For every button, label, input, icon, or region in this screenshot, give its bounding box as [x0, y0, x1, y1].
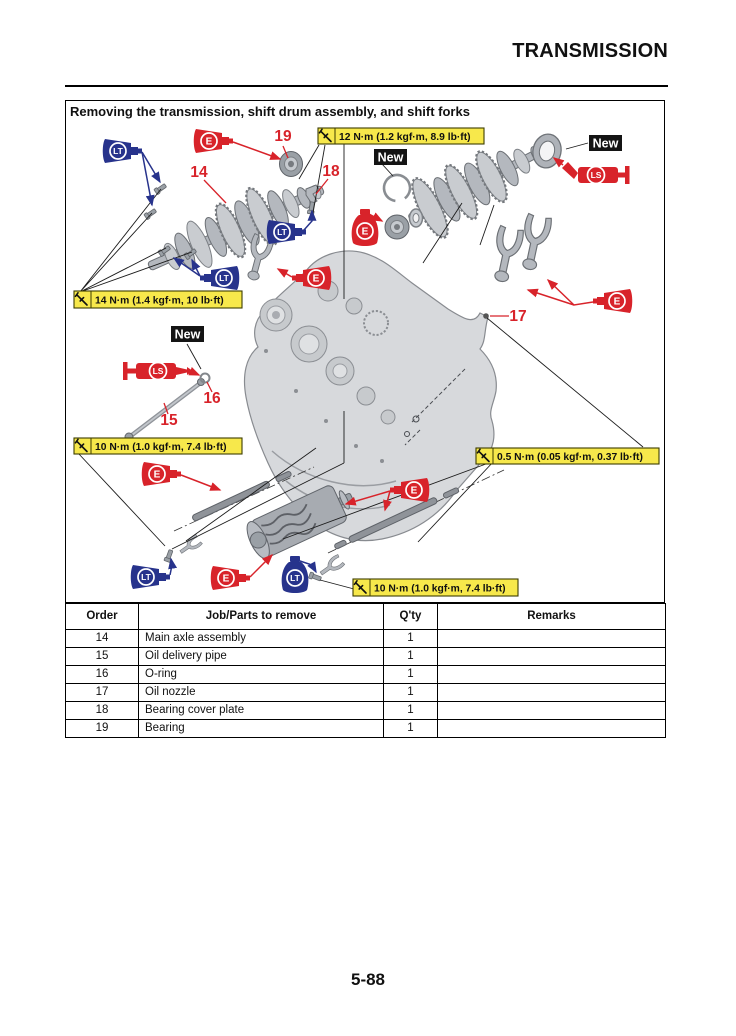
- lithium-grease-icon: [123, 362, 193, 380]
- shift-fork-right-1: [488, 225, 524, 284]
- svg-text:E: E: [410, 485, 418, 497]
- col-header-qty: Q'ty: [384, 604, 438, 630]
- shift-fork-arm-2: [317, 554, 345, 579]
- new-label: [171, 326, 204, 342]
- engine-oil-icon: [142, 462, 181, 486]
- engine-oil-icon: [352, 209, 379, 246]
- svg-text:LT: LT: [277, 227, 287, 237]
- page-number: 5-88: [350, 970, 386, 989]
- svg-text:LT: LT: [219, 273, 229, 283]
- shift-fork-arm-1: [177, 534, 203, 557]
- callout-19: 19: [274, 128, 292, 145]
- svg-text:LT: LT: [141, 572, 151, 582]
- col-header-order: Order: [66, 604, 139, 630]
- new-label: [374, 149, 407, 165]
- cell-job: Oil nozzle: [139, 684, 384, 702]
- cell-order: 16: [66, 666, 139, 684]
- cell-job: O-ring: [139, 666, 384, 684]
- svg-text:LT: LT: [290, 573, 300, 583]
- torque-spec-upper: [318, 128, 484, 144]
- callout-18: 18: [322, 163, 340, 180]
- col-header-job: Job/Parts to remove: [139, 604, 384, 630]
- cell-qty: 1: [384, 684, 438, 702]
- cell-order: 19: [66, 720, 139, 738]
- svg-text:E: E: [153, 469, 161, 481]
- cell-job: Oil delivery pipe: [139, 648, 384, 666]
- callout-17: 17: [509, 308, 527, 325]
- bearing: [280, 152, 303, 177]
- svg-text:LS: LS: [152, 366, 164, 376]
- cell-job: Main axle assembly: [139, 630, 384, 648]
- svg-text:New: New: [174, 327, 201, 342]
- torque-spec-oil-nozzle: [476, 448, 659, 464]
- new-label: [589, 135, 622, 151]
- callout-14: 14: [190, 164, 208, 181]
- svg-text:E: E: [222, 573, 230, 585]
- svg-text:E: E: [205, 136, 213, 148]
- cell-order: 18: [66, 702, 139, 720]
- o-ring: [201, 374, 210, 383]
- cell-job: Bearing: [139, 720, 384, 738]
- loctite-icon: [103, 139, 142, 163]
- cell-remarks: [438, 648, 666, 666]
- svg-text:LS: LS: [590, 170, 602, 180]
- table-row: [66, 684, 666, 702]
- svg-text:E: E: [312, 273, 320, 285]
- table-row: [66, 720, 666, 738]
- loctite-icon: [200, 266, 239, 290]
- engine-oil-icon: [593, 289, 632, 313]
- figure-title: Removing the transmission, shift drum assembly, and shift forks: [70, 104, 470, 119]
- svg-text:E: E: [361, 226, 369, 238]
- svg-text:10 N·m (1.0 kgf·m, 7.4 lb·ft): 10 N·m (1.0 kgf·m, 7.4 lb·ft): [374, 583, 506, 595]
- lithium-grease-icon: [562, 162, 630, 184]
- callout-15: 15: [160, 412, 178, 429]
- cell-qty: 1: [384, 630, 438, 648]
- cell-remarks: [438, 684, 666, 702]
- svg-text:New: New: [377, 150, 404, 165]
- washer: [410, 209, 423, 227]
- cell-order: 15: [66, 648, 139, 666]
- figure-box: [65, 100, 665, 603]
- svg-text:0.5 N·m (0.05 kgf·m, 0.37 lb·f: 0.5 N·m (0.05 kgf·m, 0.37 lb·ft): [497, 452, 643, 463]
- cell-qty: 1: [384, 666, 438, 684]
- svg-text:New: New: [592, 136, 619, 151]
- svg-text:E: E: [613, 296, 621, 308]
- cell-qty: 1: [384, 702, 438, 720]
- table-row: [66, 630, 666, 648]
- bearing-2: [385, 215, 409, 239]
- cell-qty: 1: [384, 648, 438, 666]
- transmission-diagram: [66, 101, 663, 601]
- page-title: TRANSMISSION: [512, 40, 668, 62]
- engine-oil-icon: [194, 129, 233, 153]
- parts-table: [65, 603, 666, 738]
- svg-text:12 N·m (1.2 kgf·m, 8.9 lb·ft): 12 N·m (1.2 kgf·m, 8.9 lb·ft): [339, 132, 471, 143]
- table-header-row: [66, 604, 666, 630]
- oil-delivery-pipe: [125, 379, 205, 442]
- cell-job: Bearing cover plate: [139, 702, 384, 720]
- col-header-remarks: Remarks: [438, 604, 666, 630]
- header-rule: [65, 85, 668, 87]
- callout-16: 16: [203, 390, 221, 407]
- cell-remarks: [438, 702, 666, 720]
- table-row: [66, 702, 666, 720]
- loctite-icon: [267, 220, 306, 244]
- torque-spec-shift-drum: [353, 579, 518, 596]
- svg-text:LT: LT: [113, 146, 123, 156]
- loctite-icon: [282, 556, 309, 593]
- table-row: [66, 648, 666, 666]
- thrust-washer: [530, 131, 564, 170]
- table-row: [66, 666, 666, 684]
- cell-qty: 1: [384, 720, 438, 738]
- svg-text:14 N·m (1.4 kgf·m, 10 lb·ft): 14 N·m (1.4 kgf·m, 10 lb·ft): [95, 295, 224, 307]
- circlip-ring: [379, 170, 415, 206]
- cell-remarks: [438, 630, 666, 648]
- oil-nozzle-dot: [483, 313, 489, 319]
- cell-remarks: [438, 666, 666, 684]
- svg-text:10 N·m (1.0 kgf·m, 7.4 lb·ft): 10 N·m (1.0 kgf·m, 7.4 lb·ft): [95, 442, 227, 453]
- loctite-icon: [131, 565, 170, 589]
- torque-spec-main-axle: [74, 291, 242, 308]
- cell-order: 17: [66, 684, 139, 702]
- torque-spec-oil-pipe: [74, 438, 242, 454]
- cell-remarks: [438, 720, 666, 738]
- cell-order: 14: [66, 630, 139, 648]
- engine-oil-icon: [211, 566, 250, 590]
